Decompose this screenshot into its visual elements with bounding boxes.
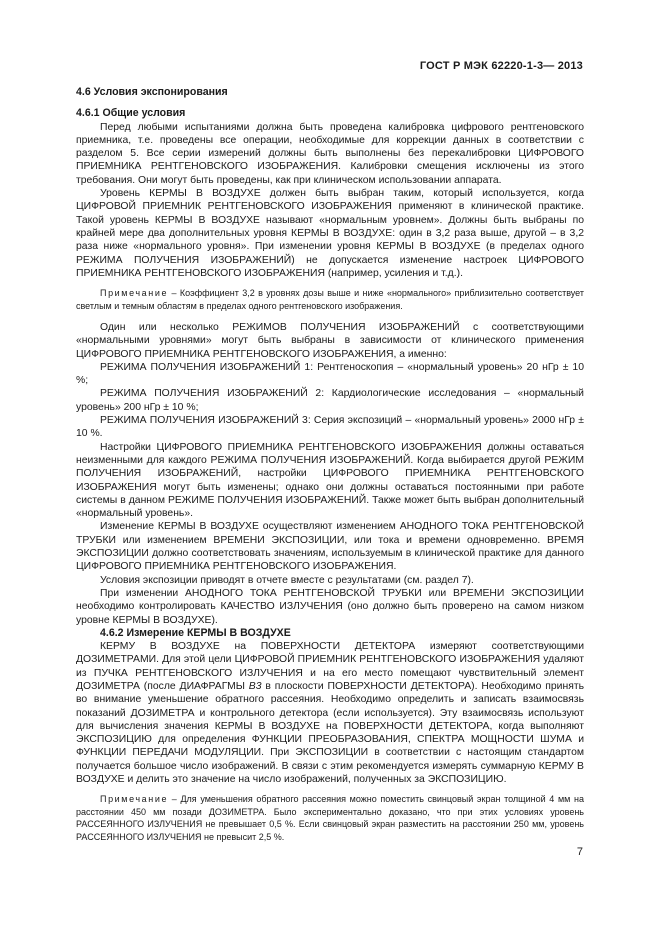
paragraph: РЕЖИМА ПОЛУЧЕНИЯ ИЗОБРАЖЕНИЙ 3: Серия экспозиций – «нормальный уровень» 2000 нГр ± 10 %. [76, 415, 584, 440]
note-text: – Для уменьшения обратного рассеяния можно поместить свинцовый экран толщиной 4 мм на расстоянии 450 мм позади ДОЗИМЕТРА. Было экспериментально доказано, что при этих условиях уровень РАССЕЯННОГО ИЗЛУЧЕНИЯ не превышает 0,5 %. Если свинцовый экран разместить на расстоянии 250 мм, уровень РАССЕЯННОГО ИЗЛУЧЕНИЯ не превысит 2,5 %. [76, 794, 584, 842]
text-segment: в плоскости ПОВЕРХНОСТИ ДЕТЕКТОРА). Необходимо принять во внимание уменьшение обратного рассеяния. Необходимо определить и записать взаимосвязь показаний ДОЗИМЕТРА и контрольного детектора (если используется). Эту взаимосвязь используют для вычисления значения КЕРМЫ В ВОЗДУХЕ на ПОВЕРХНОСТИ ДЕТЕКТОРА, когда выполняют ЭКСПОЗИЦИЮ для определения ФУНКЦИИ ПРЕОБРАЗОВАНИЯ, СПЕКТРА МОЩНОСТИ ШУМА и ФУНКЦИИ ПЕРЕДАЧИ МОДУЛЯЦИИ. При ЭКСПОЗИЦИИ в соответствии с настоящим стандартом получается большое число изображений. В связи с этим рекомендуется измерять суммарную КЕРМУ В ВОЗДУХЕ и делить это значение на число изображений, полученных за ЭКСПОЗИЦИЮ. [76, 680, 584, 786]
page-content [76, 86, 584, 852]
paragraph: При изменении АНОДНОГО ТОКА РЕНТГЕНОВСКОЙ ТРУБКИ или ВРЕМЕНИ ЭКСПОЗИЦИИ необходимо контролировать КАЧЕСТВО ИЗЛУЧЕНИЯ (оно должно быть проверено на самом низком уровне КЕРМЫ В ВОЗДУХЕ). [76, 587, 584, 626]
paragraph [76, 640, 584, 786]
section-4-6-1-title: 4.6.1 Общие условия [76, 107, 186, 120]
standard-header: ГОСТ Р МЭК 62220-1-3— 2013 [419, 60, 583, 72]
paragraph: Условия экспозиции приводят в отчете вместе с результатами (см. раздел 7). [100, 574, 474, 586]
paragraph: Уровень КЕРМЫ В ВОЗДУХЕ должен быть выбран таким, который используется, когда ЦИФРОВОЙ ПРИЕМНИК РЕНТГЕНОВСКОГО ИЗОБРАЖЕНИЯ применяют в клинической практике. Такой уровень КЕРМЫ В ВОЗДУХЕ называют «нормальным уровнем». Должны быть выбраны по крайней мере два дополнительных уровня КЕРМЫ В ВОЗДУХЕ: один в 3,2 раза выше, другой – в 3,2 раза ниже «нормального уровня». При изменении уровня КЕРМЫ В ВОЗДУХЕ (в пределах одного РЕЖИМА ПОЛУЧЕНИЯ ИЗОБРАЖЕНИЙ) не допускается изменение настроек ЦИФРОВОГО ПРИЕМНИКА РЕНТГЕНОВСКОГО ИЗОБРАЖЕНИЯ (например, усиления и т.д.). [76, 188, 584, 279]
diaphragm-label: В3 [248, 680, 262, 692]
paragraph: Настройки ЦИФРОВОГО ПРИЕМНИКА РЕНТГЕНОВСКОГО ИЗОБРАЖЕНИЯ должны оставаться неизменными для каждого РЕЖИМА ПОЛУЧЕНИЯ ИЗОБРАЖЕНИЙ. Когда выбирается другой РЕЖИМ ПОЛУЧЕНИЯ ИЗОБРАЖЕНИЙ, настройки ЦИФРОВОГО ПРИЕМНИКА РЕНТГЕНОВСКОГО ИЗОБРАЖЕНИЯ могут быть изменены; однако они должны оставаться постоянными при работе системы в данном РЕЖИМЕ ПОЛУЧЕНИЯ ИЗОБРАЖЕНИЙ. Также может быть выбран дополнительный «нормальный уровень». [76, 441, 584, 520]
paragraph: РЕЖИМА ПОЛУЧЕНИЯ ИЗОБРАЖЕНИЙ 1: Рентгеноскопия – «нормальный уровень» 20 нГр ± 10 %; [76, 361, 584, 387]
note-label: Примечание [100, 794, 169, 805]
note-text: – Коэффициент 3,2 в уровнях дозы выше и ниже «нормального» приблизительно соответствует светлым и темным областям в пределах одного рентгеновского изображения. [76, 288, 584, 311]
note [76, 287, 584, 312]
note-label: Примечание [100, 288, 169, 299]
paragraph: Изменение КЕРМЫ В ВОЗДУХЕ осуществляют изменением АНОДНОГО ТОКА РЕНТГЕНОВСКОЙ ТРУБКИ или изменением ВРЕМЕНИ ЭКСПОЗИЦИИ, или тока и времени одновременно. ВРЕМЯ ЭКСПОЗИЦИИ должно соответствовать значениям, используемым в клинической практике для данного ЦИФРОВОГО ПРИЕМНИКА РЕНТГЕНОВСКОГО ИЗОБРАЖЕНИЯ. [76, 521, 584, 573]
section-4-6-2-title: 4.6.2 Измерение КЕРМЫ В ВОЗДУХЕ [100, 626, 291, 639]
note [76, 793, 584, 843]
section-4-6-title: 4.6 Условия экспонирования [76, 86, 228, 98]
text-segment: КЕРМУ В ВОЗДУХЕ на ПОВЕРХНОСТИ ДЕТЕКТОРА измеряют соответствующими ДОЗИМЕТРАМИ. Для этой цели ЦИФРОВОЙ ПРИЕМНИК РЕНТГЕНОВСКОГО ИЗОБРАЖЕНИЯ удаляют из ПУЧКА РЕНТГЕНОВСКОГО ИЗЛУЧЕНИЯ и на его место помещают чувствительный элемент ДОЗИМЕТРА (после ДИАФРАГМЫ [76, 641, 584, 692]
paragraph: Один или несколько РЕЖИМОВ ПОЛУЧЕНИЯ ИЗОБРАЖЕНИЙ с соответствующими «нормальными уровнями» могут быть выбраны в зависимости от клинического применения ЦИФРОВОГО ПРИЕМНИКА РЕНТГЕНОВСКОГО ИЗОБРАЖЕНИЯ, а именно: [76, 321, 584, 360]
paragraph: Перед любыми испытаниями должна быть проведена калибровка цифрового рентгеновского приемника, т.е. проведены все операции, необходимые для коррекции данных в соответствии с разделом 5. Все серии измерений должны быть выполнены без перекалибровки ЦИФРОВОГО ПРИЕМНИКА РЕНТГЕНОВСКОГО ИЗОБРАЖЕНИЯ. Калибровки смещения исключены из этого требования. Они могут быть проведены, как при клиническом использовании аппарата. [76, 121, 584, 186]
page-number: 7 [576, 846, 583, 858]
paragraph: РЕЖИМА ПОЛУЧЕНИЯ ИЗОБРАЖЕНИЙ 2: Кардиологические исследования – «нормальный уровень» 200 нГр ± 10 %; [76, 388, 584, 413]
